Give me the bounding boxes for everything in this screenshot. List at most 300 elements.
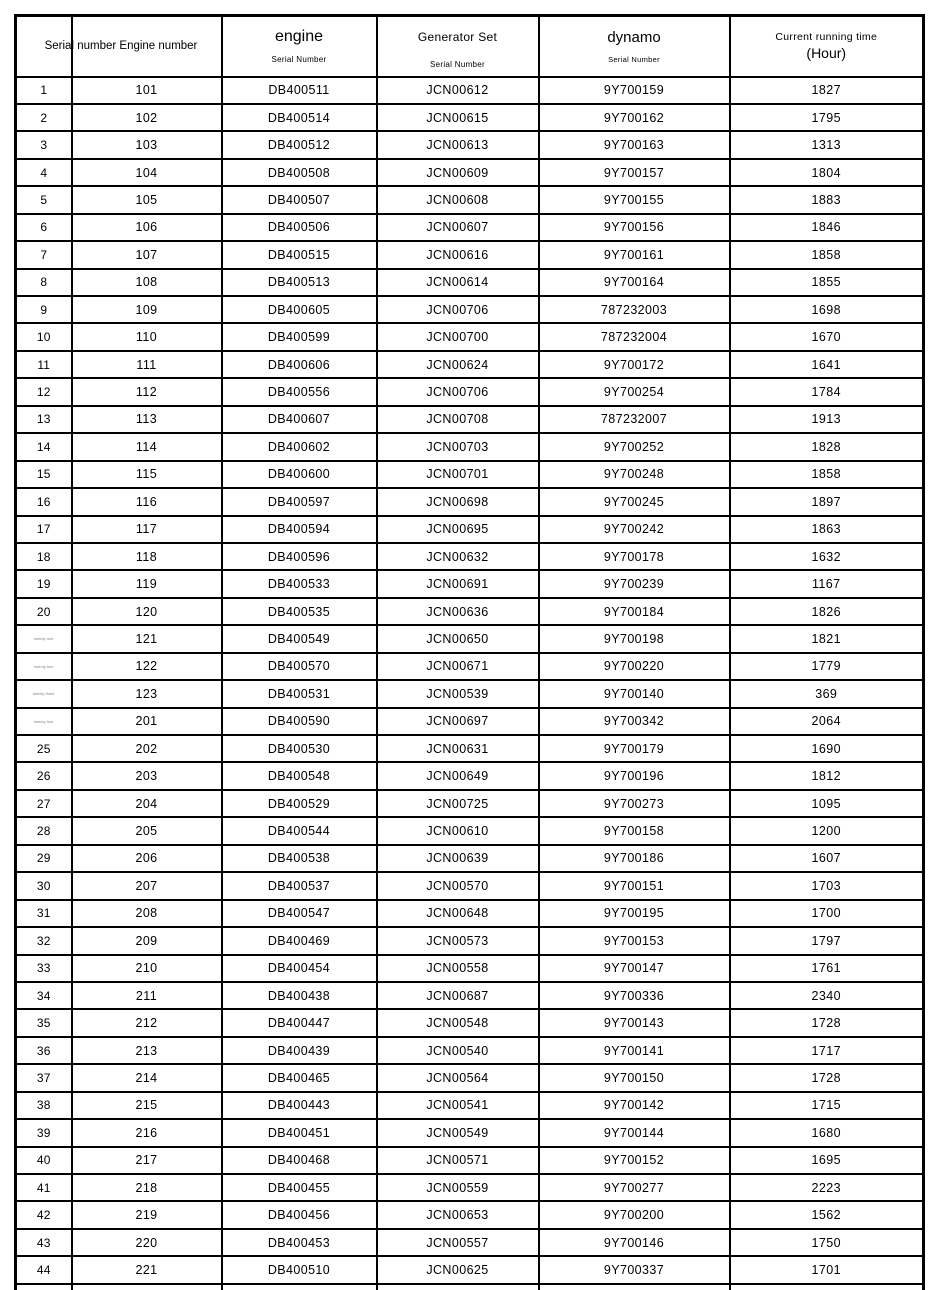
- engine-number-cell: 106: [72, 214, 222, 241]
- serial-number-cell: 31: [16, 900, 72, 927]
- generator-set-serial-cell: JCN00703: [377, 433, 539, 460]
- generator-set-serial-cell: JCN00632: [377, 543, 539, 570]
- table-row: [16, 214, 924, 241]
- engine-serial-cell: DB400529: [222, 790, 377, 817]
- serial-number-cell: 33: [16, 955, 72, 982]
- running-time-cell: 1728: [730, 1009, 924, 1036]
- serial-number-cell: 6: [16, 214, 72, 241]
- empty-cell: [730, 1284, 924, 1290]
- engine-number-cell: 205: [72, 817, 222, 844]
- table-row: [16, 653, 924, 680]
- table-row: [16, 186, 924, 213]
- engine-number-cell: 111: [72, 351, 222, 378]
- dynamo-serial-cell: 9Y700220: [539, 653, 730, 680]
- running-time-cell: 1855: [730, 269, 924, 296]
- table-row: [16, 269, 924, 296]
- generator-set-serial-cell: JCN00570: [377, 872, 539, 899]
- running-time-cell: 1690: [730, 735, 924, 762]
- table-row: [16, 680, 924, 707]
- header-engine-subtitle: Serial Number: [271, 55, 327, 65]
- table-row: [16, 241, 924, 268]
- dynamo-serial-cell: 9Y700162: [539, 104, 730, 131]
- empty-cell: [72, 1284, 222, 1290]
- dynamo-serial-cell: 9Y700195: [539, 900, 730, 927]
- dynamo-serial-cell: 9Y700184: [539, 598, 730, 625]
- engine-number-cell: 212: [72, 1009, 222, 1036]
- dynamo-serial-cell: 9Y700159: [539, 77, 730, 104]
- generator-set-serial-cell: JCN00610: [377, 817, 539, 844]
- engine-number-cell: 121: [72, 625, 222, 652]
- running-time-cell: 1200: [730, 817, 924, 844]
- generator-set-serial-cell: JCN00671: [377, 653, 539, 680]
- serial-number-cell: 42: [16, 1201, 72, 1228]
- engine-number-cell: 207: [72, 872, 222, 899]
- running-time-cell: 1827: [730, 77, 924, 104]
- dynamo-serial-cell: 9Y700200: [539, 1201, 730, 1228]
- dynamo-serial-cell: 9Y700153: [539, 927, 730, 954]
- table-row: [16, 433, 924, 460]
- running-time-cell: 2064: [730, 708, 924, 735]
- running-time-cell: 1812: [730, 762, 924, 789]
- engine-number-cell: 122: [72, 653, 222, 680]
- table-row: [16, 1147, 924, 1174]
- engine-serial-cell: DB400544: [222, 817, 377, 844]
- header-generator-set-cell: [377, 16, 539, 77]
- generator-set-serial-cell: JCN00708: [377, 406, 539, 433]
- dynamo-serial-cell: 9Y700239: [539, 570, 730, 597]
- serial-number-cell: 12: [16, 378, 72, 405]
- serial-number-cell: 7: [16, 241, 72, 268]
- dynamo-serial-cell: 9Y700336: [539, 982, 730, 1009]
- table-row: [16, 1256, 924, 1283]
- header-running-time-line2: (Hour): [806, 45, 847, 62]
- empty-cell: [222, 1284, 377, 1290]
- engine-number-cell: 118: [72, 543, 222, 570]
- running-time-cell: 1913: [730, 406, 924, 433]
- generator-set-serial-cell: JCN00624: [377, 351, 539, 378]
- engine-number-cell: 210: [72, 955, 222, 982]
- table-row: [16, 77, 924, 104]
- table-row: [16, 104, 924, 131]
- empty-cell: [539, 1284, 730, 1290]
- table-row: [16, 323, 924, 350]
- dynamo-serial-cell: 9Y700242: [539, 516, 730, 543]
- header-engine-title: engine: [274, 28, 324, 46]
- serial-number-cell: 13: [16, 406, 72, 433]
- dynamo-serial-cell: 9Y700157: [539, 159, 730, 186]
- running-time-cell: 1779: [730, 653, 924, 680]
- engine-number-cell: 109: [72, 296, 222, 323]
- engine-number-cell: 107: [72, 241, 222, 268]
- header-row: [16, 16, 924, 77]
- table-row: [16, 461, 924, 488]
- engine-serial-cell: DB400438: [222, 982, 377, 1009]
- generator-set-serial-cell: JCN00612: [377, 77, 539, 104]
- dynamo-serial-cell: 9Y700141: [539, 1037, 730, 1064]
- engine-serial-cell: DB400547: [222, 900, 377, 927]
- engine-number-cell: 123: [72, 680, 222, 707]
- serial-number-cell: 20: [16, 598, 72, 625]
- engine-number-cell: 104: [72, 159, 222, 186]
- dynamo-serial-cell: 9Y700179: [539, 735, 730, 762]
- engine-serial-cell: DB400549: [222, 625, 377, 652]
- generator-set-serial-cell: JCN00700: [377, 323, 539, 350]
- engine-serial-cell: DB400606: [222, 351, 377, 378]
- engine-number-cell: 113: [72, 406, 222, 433]
- table-row: [16, 516, 924, 543]
- table-row: [16, 927, 924, 954]
- running-time-cell: 2340: [730, 982, 924, 1009]
- empty-cell: [377, 1284, 539, 1290]
- generator-set-serial-cell: JCN00558: [377, 955, 539, 982]
- generator-set-serial-cell: JCN00706: [377, 296, 539, 323]
- running-time-cell: 1700: [730, 900, 924, 927]
- running-time-cell: 2223: [730, 1174, 924, 1201]
- serial-number-cell: 16: [16, 488, 72, 515]
- engine-serial-cell: DB400556: [222, 378, 377, 405]
- running-time-cell: 1828: [730, 433, 924, 460]
- running-time-cell: 1897: [730, 488, 924, 515]
- running-time-cell: 1797: [730, 927, 924, 954]
- engine-serial-cell: DB400453: [222, 1229, 377, 1256]
- header-generator-set-subtitle: Serial Number: [429, 60, 486, 70]
- engine-serial-cell: DB400599: [222, 323, 377, 350]
- running-time-cell: 1846: [730, 214, 924, 241]
- header-running-time-line1: Current running time: [775, 31, 878, 44]
- running-time-cell: 1826: [730, 598, 924, 625]
- dynamo-serial-cell: 9Y700196: [539, 762, 730, 789]
- generator-set-serial-cell: JCN00695: [377, 516, 539, 543]
- serial-number-cell: 32: [16, 927, 72, 954]
- dynamo-serial-cell: 9Y700144: [539, 1119, 730, 1146]
- generator-set-serial-cell: JCN00549: [377, 1119, 539, 1146]
- dynamo-serial-cell: 9Y700277: [539, 1174, 730, 1201]
- engine-serial-cell: DB400508: [222, 159, 377, 186]
- engine-serial-cell: DB400469: [222, 927, 377, 954]
- engine-serial-cell: DB400465: [222, 1064, 377, 1091]
- dynamo-serial-cell: 9Y700152: [539, 1147, 730, 1174]
- engine-serial-cell: DB400510: [222, 1256, 377, 1283]
- engine-serial-cell: DB400530: [222, 735, 377, 762]
- engine-number-cell: 112: [72, 378, 222, 405]
- engine-number-cell: 216: [72, 1119, 222, 1146]
- generator-set-serial-cell: JCN00541: [377, 1092, 539, 1119]
- running-time-cell: 1858: [730, 241, 924, 268]
- engine-number-cell: 114: [72, 433, 222, 460]
- generator-set-serial-cell: JCN00701: [377, 461, 539, 488]
- running-time-cell: 1703: [730, 872, 924, 899]
- generator-set-serial-cell: JCN00571: [377, 1147, 539, 1174]
- header-running-time-cell: [730, 16, 924, 77]
- table-row: [16, 406, 924, 433]
- dynamo-serial-cell: 9Y700147: [539, 955, 730, 982]
- serial-number-cell: 5: [16, 186, 72, 213]
- generator-set-serial-cell: JCN00616: [377, 241, 539, 268]
- serial-number-cell: 39: [16, 1119, 72, 1146]
- table-row: [16, 845, 924, 872]
- serial-number-cell: 37: [16, 1064, 72, 1091]
- running-time-cell: 1858: [730, 461, 924, 488]
- table-row: [16, 762, 924, 789]
- generator-set-serial-cell: JCN00609: [377, 159, 539, 186]
- serial-number-cell: 30: [16, 872, 72, 899]
- generator-set-serial-cell: JCN00564: [377, 1064, 539, 1091]
- table-row: [16, 982, 924, 1009]
- table-row: [16, 543, 924, 570]
- generator-set-serial-cell: JCN00607: [377, 214, 539, 241]
- engine-serial-cell: DB400456: [222, 1201, 377, 1228]
- serial-number-cell: 40: [16, 1147, 72, 1174]
- generator-set-serial-cell: JCN00548: [377, 1009, 539, 1036]
- engine-serial-cell: DB400596: [222, 543, 377, 570]
- running-time-cell: 1695: [730, 1147, 924, 1174]
- engine-number-cell: 215: [72, 1092, 222, 1119]
- dynamo-serial-cell: 787232004: [539, 323, 730, 350]
- generator-set-serial-cell: JCN00625: [377, 1256, 539, 1283]
- engine-number-cell: 108: [72, 269, 222, 296]
- engine-number-cell: 103: [72, 131, 222, 158]
- serial-number-cell: 25: [16, 735, 72, 762]
- serial-number-cell: 27: [16, 790, 72, 817]
- table-row: [16, 900, 924, 927]
- table-row: [16, 1092, 924, 1119]
- serial-number-cell: 36: [16, 1037, 72, 1064]
- engine-number-cell: 206: [72, 845, 222, 872]
- serial-number-cell: 8: [16, 269, 72, 296]
- table-row: [16, 1174, 924, 1201]
- running-time-cell: 1670: [730, 323, 924, 350]
- running-time-cell: 1795: [730, 104, 924, 131]
- engine-serial-cell: DB400537: [222, 872, 377, 899]
- generator-set-serial-cell: JCN00636: [377, 598, 539, 625]
- header-engine-number-cell: [72, 16, 222, 77]
- dynamo-serial-cell: 9Y700248: [539, 461, 730, 488]
- running-time-cell: 1680: [730, 1119, 924, 1146]
- engine-serial-cell: DB400506: [222, 214, 377, 241]
- running-time-cell: 1883: [730, 186, 924, 213]
- engine-number-cell: 211: [72, 982, 222, 1009]
- engine-serial-cell: DB400447: [222, 1009, 377, 1036]
- generator-set-serial-cell: JCN00559: [377, 1174, 539, 1201]
- running-time-cell: 1641: [730, 351, 924, 378]
- engine-serial-cell: DB400548: [222, 762, 377, 789]
- engine-number-cell: 101: [72, 77, 222, 104]
- dynamo-serial-cell: 9Y700155: [539, 186, 730, 213]
- dynamo-serial-cell: 9Y700337: [539, 1256, 730, 1283]
- header-serial-engine-label: Serial number Engine number: [44, 40, 198, 53]
- dynamo-serial-cell: 9Y700151: [539, 872, 730, 899]
- dynamo-serial-cell: 9Y700161: [539, 241, 730, 268]
- engine-number-cell: 110: [72, 323, 222, 350]
- serial-number-cell: 18: [16, 543, 72, 570]
- table-row: [16, 790, 924, 817]
- dynamo-serial-cell: 9Y700158: [539, 817, 730, 844]
- engine-number-cell: 217: [72, 1147, 222, 1174]
- serial-number-cell: 28: [16, 817, 72, 844]
- dynamo-serial-cell: 787232003: [539, 296, 730, 323]
- table-row: [16, 351, 924, 378]
- engine-serial-table: [14, 14, 925, 1290]
- dynamo-serial-cell: 9Y700342: [539, 708, 730, 735]
- table-row: [16, 955, 924, 982]
- engine-serial-cell: DB400533: [222, 570, 377, 597]
- header-dynamo-subtitle: Serial Number: [608, 54, 660, 64]
- serial-number-cell: twenty one: [16, 625, 72, 652]
- serial-number-cell: twenty two: [16, 653, 72, 680]
- table-row: [16, 488, 924, 515]
- generator-set-serial-cell: JCN00687: [377, 982, 539, 1009]
- engine-serial-cell: DB400511: [222, 77, 377, 104]
- engine-serial-cell: DB400600: [222, 461, 377, 488]
- dynamo-serial-cell: 9Y700164: [539, 269, 730, 296]
- engine-number-cell: 208: [72, 900, 222, 927]
- running-time-cell: 1701: [730, 1256, 924, 1283]
- serial-number-cell: 29: [16, 845, 72, 872]
- dynamo-serial-cell: 9Y700198: [539, 625, 730, 652]
- serial-number-cell: 15: [16, 461, 72, 488]
- dynamo-serial-cell: 9Y700273: [539, 790, 730, 817]
- serial-number-cell: 34: [16, 982, 72, 1009]
- partial-table-row: [16, 1284, 924, 1290]
- running-time-cell: 1632: [730, 543, 924, 570]
- engine-serial-cell: DB400468: [222, 1147, 377, 1174]
- engine-serial-cell: DB400514: [222, 104, 377, 131]
- generator-set-serial-cell: JCN00557: [377, 1229, 539, 1256]
- dynamo-serial-cell: 9Y700186: [539, 845, 730, 872]
- engine-serial-cell: DB400597: [222, 488, 377, 515]
- engine-serial-cell: DB400454: [222, 955, 377, 982]
- generator-set-serial-cell: JCN00614: [377, 269, 539, 296]
- table-row: [16, 1009, 924, 1036]
- engine-number-cell: 203: [72, 762, 222, 789]
- header-generator-set-title: Generator Set: [417, 30, 498, 45]
- running-time-cell: 369: [730, 680, 924, 707]
- engine-number-cell: 220: [72, 1229, 222, 1256]
- running-time-cell: 1562: [730, 1201, 924, 1228]
- dynamo-serial-cell: 9Y700146: [539, 1229, 730, 1256]
- serial-number-cell: 44: [16, 1256, 72, 1283]
- engine-serial-cell: DB400439: [222, 1037, 377, 1064]
- serial-number-cell: 10: [16, 323, 72, 350]
- table-row: [16, 159, 924, 186]
- header-serial-number-cell: [16, 16, 198, 77]
- dynamo-serial-cell: 9Y700156: [539, 214, 730, 241]
- serial-number-cell: 1: [16, 77, 72, 104]
- serial-number-cell: twenty three: [16, 680, 72, 707]
- running-time-cell: 1607: [730, 845, 924, 872]
- generator-set-serial-cell: JCN00725: [377, 790, 539, 817]
- dynamo-serial-cell: 9Y700254: [539, 378, 730, 405]
- running-time-cell: 1821: [730, 625, 924, 652]
- engine-serial-cell: DB400443: [222, 1092, 377, 1119]
- table-row: [16, 378, 924, 405]
- generator-set-serial-cell: JCN00540: [377, 1037, 539, 1064]
- generator-set-serial-cell: JCN00706: [377, 378, 539, 405]
- running-time-cell: 1863: [730, 516, 924, 543]
- generator-set-serial-cell: JCN00615: [377, 104, 539, 131]
- table-row: [16, 570, 924, 597]
- table-row: [16, 1119, 924, 1146]
- engine-number-cell: 214: [72, 1064, 222, 1091]
- generator-set-serial-cell: JCN00573: [377, 927, 539, 954]
- dynamo-serial-cell: 9Y700172: [539, 351, 730, 378]
- running-time-cell: 1698: [730, 296, 924, 323]
- running-time-cell: 1804: [730, 159, 924, 186]
- table-row: [16, 131, 924, 158]
- dynamo-serial-cell: 9Y700142: [539, 1092, 730, 1119]
- serial-number-cell: 26: [16, 762, 72, 789]
- table-row: [16, 1201, 924, 1228]
- dynamo-serial-cell: 9Y700140: [539, 680, 730, 707]
- serial-number-cell: 11: [16, 351, 72, 378]
- engine-serial-cell: DB400513: [222, 269, 377, 296]
- engine-number-cell: 219: [72, 1201, 222, 1228]
- engine-serial-cell: DB400515: [222, 241, 377, 268]
- serial-number-cell: 14: [16, 433, 72, 460]
- serial-number-cell: 35: [16, 1009, 72, 1036]
- dynamo-serial-cell: 9Y700150: [539, 1064, 730, 1091]
- generator-set-serial-cell: JCN00639: [377, 845, 539, 872]
- engine-serial-cell: DB400455: [222, 1174, 377, 1201]
- engine-number-cell: 218: [72, 1174, 222, 1201]
- serial-number-cell: 17: [16, 516, 72, 543]
- engine-serial-cell: DB400531: [222, 680, 377, 707]
- running-time-cell: 1313: [730, 131, 924, 158]
- serial-number-cell: 3: [16, 131, 72, 158]
- generator-set-serial-cell: JCN00698: [377, 488, 539, 515]
- serial-number-cell: 38: [16, 1092, 72, 1119]
- generator-set-serial-cell: JCN00648: [377, 900, 539, 927]
- engine-number-cell: 221: [72, 1256, 222, 1283]
- running-time-cell: 1728: [730, 1064, 924, 1091]
- engine-number-cell: 120: [72, 598, 222, 625]
- generator-set-serial-cell: JCN00539: [377, 680, 539, 707]
- table-row: [16, 1037, 924, 1064]
- engine-serial-cell: DB400602: [222, 433, 377, 460]
- engine-number-cell: 209: [72, 927, 222, 954]
- engine-serial-cell: DB400535: [222, 598, 377, 625]
- engine-number-cell: 116: [72, 488, 222, 515]
- engine-number-cell: 202: [72, 735, 222, 762]
- dynamo-serial-cell: 787232007: [539, 406, 730, 433]
- generator-set-serial-cell: JCN00631: [377, 735, 539, 762]
- table-row: [16, 625, 924, 652]
- engine-serial-cell: DB400507: [222, 186, 377, 213]
- engine-number-cell: 213: [72, 1037, 222, 1064]
- dynamo-serial-cell: 9Y700163: [539, 131, 730, 158]
- running-time-cell: 1167: [730, 570, 924, 597]
- running-time-cell: 1717: [730, 1037, 924, 1064]
- running-time-cell: 1750: [730, 1229, 924, 1256]
- table-row: [16, 1229, 924, 1256]
- table-row: [16, 708, 924, 735]
- serial-number-cell: 2: [16, 104, 72, 131]
- engine-serial-cell: DB400607: [222, 406, 377, 433]
- engine-serial-cell: DB400590: [222, 708, 377, 735]
- running-time-cell: 1784: [730, 378, 924, 405]
- engine-serial-cell: DB400605: [222, 296, 377, 323]
- running-time-cell: 1761: [730, 955, 924, 982]
- engine-number-cell: 201: [72, 708, 222, 735]
- serial-number-cell: 9: [16, 296, 72, 323]
- dynamo-serial-cell: 9Y700178: [539, 543, 730, 570]
- engine-serial-cell: DB400451: [222, 1119, 377, 1146]
- engine-number-cell: 102: [72, 104, 222, 131]
- serial-number-cell: 43: [16, 1229, 72, 1256]
- generator-set-serial-cell: JCN00691: [377, 570, 539, 597]
- engine-number-cell: 204: [72, 790, 222, 817]
- table-row: [16, 817, 924, 844]
